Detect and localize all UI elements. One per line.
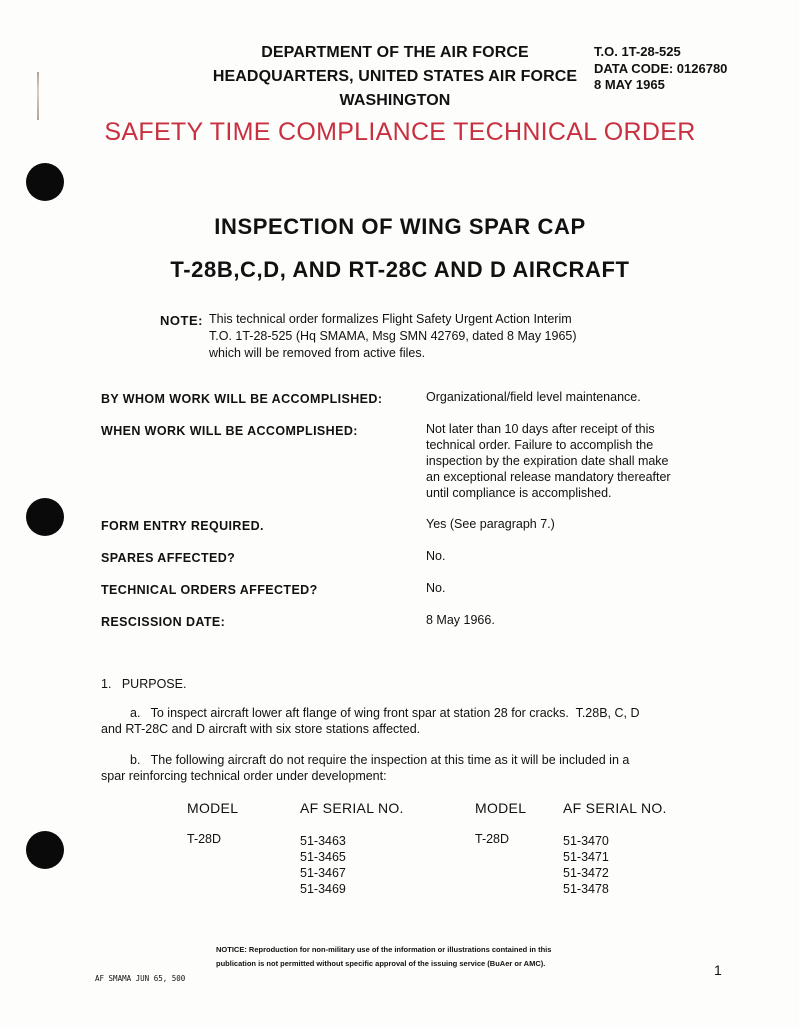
purpose-heading: 1. PURPOSE. — [101, 677, 187, 691]
field-value-when: technical order. Failure to accomplish the — [426, 438, 654, 452]
dept-line-3: WASHINGTON — [339, 92, 451, 109]
table-header-serial: AF SERIAL NO. — [563, 800, 667, 816]
dept-line-1: DEPARTMENT OF THE AIR FORCE — [261, 44, 529, 61]
form-footer: AF SMAMA JUN 65, 500 — [95, 974, 186, 983]
table-cell-serial: 51-3478 — [563, 882, 609, 896]
data-code: DATA CODE: 0126780 — [594, 61, 728, 76]
table-header-model: MODEL — [475, 800, 527, 816]
title-line-1: INSPECTION OF WING SPAR CAP — [214, 214, 586, 239]
table-cell-model: T-28D — [475, 832, 510, 846]
notice-line: publication is not permitted without specific approval of the issuing service (BuAer or AMC). — [216, 959, 546, 968]
purpose-a-line: a. To inspect aircraft lower aft flange of wing front spar at station 28 for cracks. T.28B, C, D — [130, 706, 640, 720]
field-value-form-entry: Yes (See paragraph 7.) — [426, 517, 555, 531]
field-value-when: until compliance is accomplished. — [426, 486, 612, 500]
field-value-by-whom: Organizational/field level maintenance. — [426, 390, 641, 404]
field-label-rescission: RESCISSION DATE: — [101, 615, 226, 629]
purpose-b-line: spar reinforcing technical order under development: — [101, 769, 387, 783]
field-label-tech-orders: TECHNICAL ORDERS AFFECTED? — [101, 583, 318, 597]
table-cell-serial: 51-3469 — [300, 882, 346, 896]
binder-hole-middle — [26, 498, 64, 536]
table-cell-serial: 51-3472 — [563, 866, 609, 880]
notice-line: NOTICE: Reproduction for non-military use of the information or illustrations contained in this — [216, 945, 552, 954]
table-cell-serial: 51-3471 — [563, 850, 609, 864]
table-header-model: MODEL — [187, 800, 239, 816]
field-value-tech-orders: No. — [426, 581, 446, 595]
issue-date: 8 MAY 1965 — [594, 77, 665, 92]
binder-hole-bottom — [26, 831, 64, 869]
page-number: 1 — [714, 962, 722, 978]
binder-hole-top — [26, 163, 64, 201]
staple-mark — [37, 72, 39, 120]
field-value-spares: No. — [426, 549, 446, 563]
table-cell-model: T-28D — [187, 832, 222, 846]
table-cell-serial: 51-3465 — [300, 850, 346, 864]
title-line-2: T-28B,C,D, AND RT-28C AND D AIRCRAFT — [170, 257, 630, 282]
to-number: T.O. 1T-28-525 — [594, 44, 681, 59]
table-header-serial: AF SERIAL NO. — [300, 800, 404, 816]
field-value-rescission: 8 May 1966. — [426, 613, 495, 627]
field-value-when: an exceptional release mandatory thereafter — [426, 470, 671, 484]
note-line: which will be removed from active files. — [209, 346, 426, 360]
field-value-when: inspection by the expiration date shall make — [426, 454, 669, 468]
dept-line-2: HEADQUARTERS, UNITED STATES AIR FORCE — [212, 68, 578, 85]
field-label-spares: SPARES AFFECTED? — [101, 551, 236, 565]
purpose-a-line: and RT-28C and D aircraft with six store stations affected. — [101, 722, 421, 736]
note-label: NOTE: — [160, 313, 203, 328]
purpose-b-line: b. The following aircraft do not require the inspection at this time as it will be included in a — [130, 753, 630, 767]
table-cell-serial: 51-3463 — [300, 834, 346, 848]
table-cell-serial: 51-3470 — [563, 834, 609, 848]
field-value-when: Not later than 10 days after receipt of this — [426, 422, 655, 436]
field-label-when: WHEN WORK WILL BE ACCOMPLISHED: — [101, 424, 358, 438]
table-cell-serial: 51-3467 — [300, 866, 346, 880]
note-line: This technical order formalizes Flight Safety Urgent Action Interim — [209, 312, 572, 326]
note-line: T.O. 1T-28-525 (Hq SMAMA, Msg SMN 42769, dated 8 May 1965) — [209, 329, 577, 343]
field-label-form-entry: FORM ENTRY REQUIRED. — [101, 519, 264, 533]
doc-type-heading: SAFETY TIME COMPLIANCE TECHNICAL ORDER — [104, 118, 696, 146]
field-label-by-whom: BY WHOM WORK WILL BE ACCOMPLISHED: — [101, 392, 383, 406]
